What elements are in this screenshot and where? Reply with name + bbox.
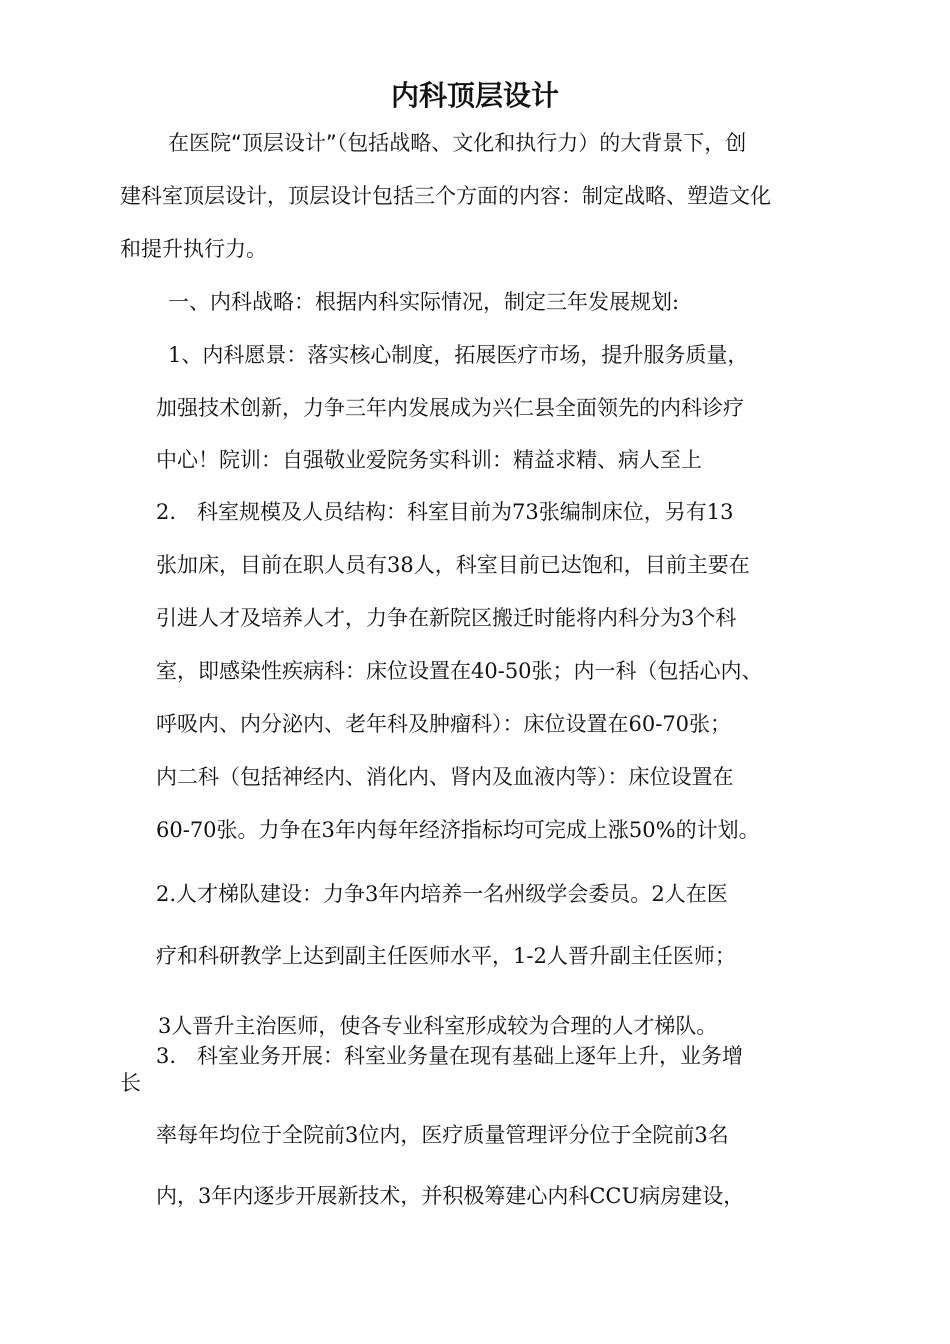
business-line-2: 率每年均位于全院前3位内，医疗质量管理评分位于全院前3名 xyxy=(156,1123,729,1147)
vision-line-2: 加强技术创新，力争三年内发展成为兴仁县全面领先的内科诊疗 xyxy=(156,396,744,420)
intro-line-1: 在医院“顶层设计”（包括战略、文化和执行力）的大背景下，创 xyxy=(168,131,747,155)
section1-heading: 一、内科战略：根据内科实际情况，制定三年发展规划: xyxy=(168,290,680,314)
vision-line-3: 中心！院训：自强敬业爱院务实科训：精益求精、病人至上 xyxy=(156,448,702,472)
scale-line-3: 引进人才及培养人才，力争在新院区搬迁时能将内科分为3个科 xyxy=(156,606,737,630)
business-line-1: 3. 科室业务开展：科室业务量在现有基础上逐年上升，业务增 xyxy=(156,1044,744,1068)
business-line-3: 内，3年内逐步开展新技术，并积极筹建心内科CCU病房建设， xyxy=(156,1184,745,1208)
scale-line-6: 内二科（包括神经内、消化内、肾内及血液内等）：床位设置在 xyxy=(156,765,734,789)
scale-line-5: 呼吸内、内分泌内、老年科及肿瘤科）：床位设置在60-70张； xyxy=(156,712,732,736)
talent-line-2: 疗和科研教学上达到副主任医师水平，1-2人晋升副主任医师； xyxy=(156,944,736,968)
talent-line-1: 2.人才梯队建设：力争3年内培养一名州级学会委员。2人在医 xyxy=(156,882,728,906)
intro-line-3: 和提升执行力。 xyxy=(120,237,267,261)
scale-line-1: 2. 科室规模及人员结构：科室目前为73张编制床位，另有13 xyxy=(156,500,734,524)
business-line-1-wrap: 长 xyxy=(120,1071,141,1095)
scale-line-7: 60-70张。力争在3年内每年经济指标均可完成上涨50%的计划。 xyxy=(156,818,760,842)
intro-line-2: 建科室顶层设计，顶层设计包括三个方面的内容：制定战略、塑造文化 xyxy=(120,184,771,208)
scale-line-2: 张加床，目前在职人员有38人，科室目前已达饱和，目前主要在 xyxy=(156,553,750,577)
talent-line-3: 3人晋升主治医师，使各专业科室形成较为合理的人才梯队。 xyxy=(158,1014,718,1038)
scale-line-4: 室，即感染性疾病科：床位设置在40-50张；内一科（包括心内、 xyxy=(156,659,763,683)
document-title: 内科顶层设计 xyxy=(390,79,559,112)
vision-line-1: 1、内科愿景：落实核心制度，拓展医疗市场，提升服务质量， xyxy=(168,343,749,367)
